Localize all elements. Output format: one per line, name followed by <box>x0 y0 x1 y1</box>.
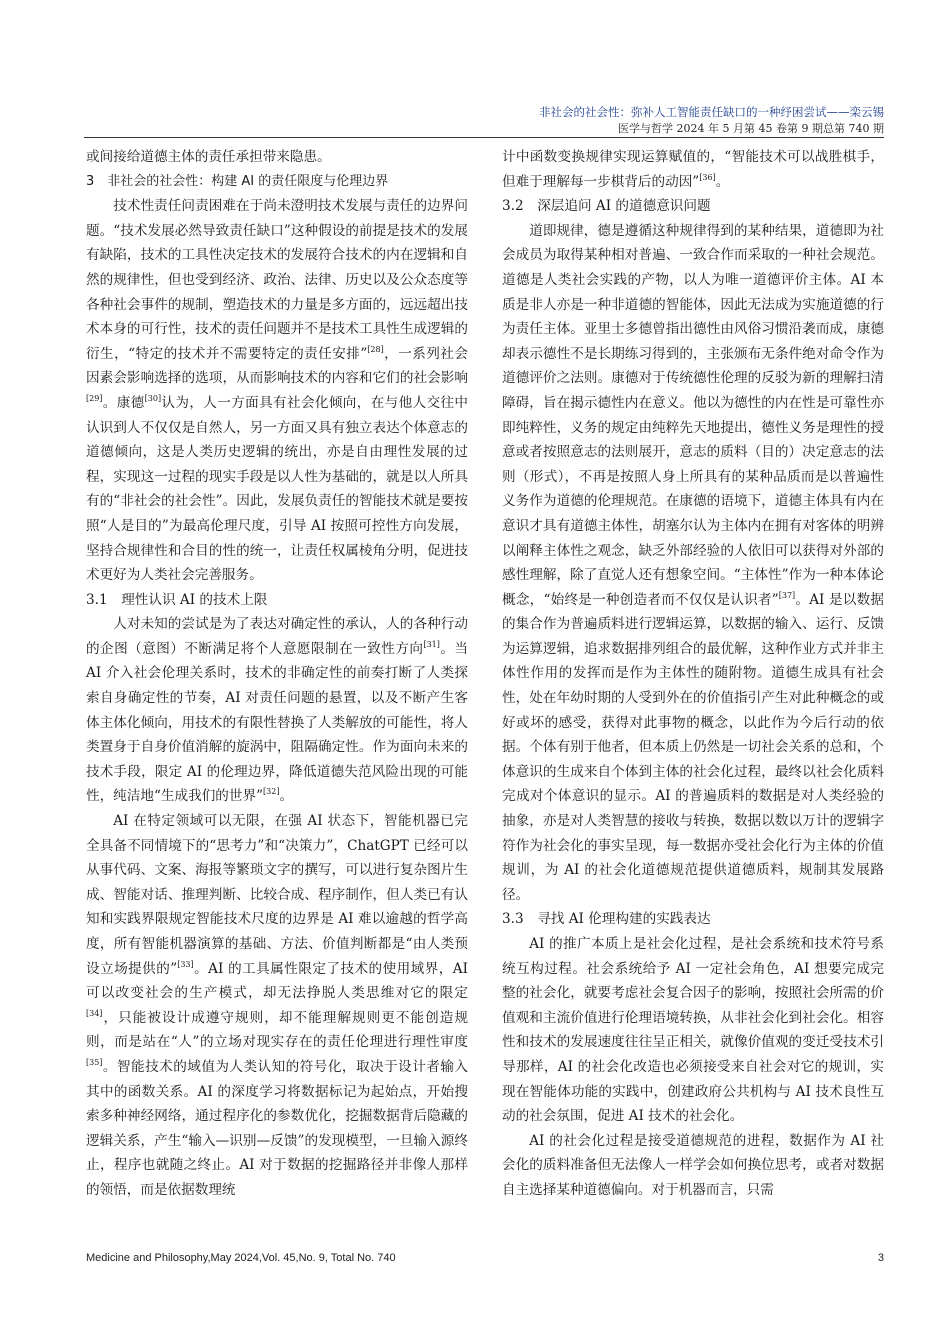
citation: [30] <box>144 393 162 403</box>
section-heading: 3 非社会的社会性：构建 AI 的责任限度与伦理边界 <box>86 173 389 189</box>
citation: [28] <box>367 344 384 354</box>
paragraph: 计中函数变换规律实现运算赋值的，“智能技术可以战胜棋手，但难于理解每一步棋背后的动因”[36]。 <box>502 149 884 190</box>
paragraph: 人对未知的尝试是为了表达对确定性的承认，人的各种行动的企图（意图）不断满足将个人意愿限制在一致性方向[31]。当 AI 介入社会伦理关系时，技术的非确定性的前奏打断了人类探索自身确定性的节奏，AI 对责任问题的悬置，以及不断产生客体主体化倾向，用技术的有限性替换了人类解放的可能性，将人类置身于自身价值消解的旋涡中，阻隔确定性。作为面向未来的技术手段，限定 AI 的伦理边界，降低道德失范风险出现的可能性，纯洁地“生成我们的世界”[32]。 <box>86 616 469 805</box>
citation: [32] <box>263 787 280 797</box>
paragraph: AI 的社会化过程是接受道德规范的进程，数据作为 AI 社会化的质料准备但无法像人一样学会如何换位思考，或者对数据自主选择某种道德偏向。对于机器而言，只需 <box>502 1132 884 1198</box>
citation: [36] <box>699 172 716 182</box>
running-header-title: 非社会的社会性：弥补人工智能责任缺口的一种纾困尝试——栾云锡 <box>539 105 884 119</box>
footer-journal: Medicine and Philosophy,May 2024,Vol. 45,No. 9, Total No. 740 <box>86 1252 396 1264</box>
paragraph: AI 在特定领域可以无限，在强 AI 状态下，智能机器已完全具备不同情境下的“思考力”和“决策力”，ChatGPT 已经可以从事代码、文案、海报等繁琐文字的撰写，可以进行复杂图片生成、智能对话、推理判断、比较合成、程序制作，但人类已有认知和实践界限规定智能技术尺度的边界是 AI 难以逾越的哲学高度，所有智能机器演算的基础、方法、价值判断都是“由人类预设立场提供的”[33]。AI 的工具属性限定了技术的使用域界，AI 可以改变社会的生产模式，却无法挣脱人类思维对它的限定[34]，只能被设计成遵守规则，却不能理解规则更不能创造规则，而是站在“人”的立场对现实存在的责任伦理进行理性审度[35]。智能技术的域值为人类认知的符号化，取决于设计者输入其中的函数关系。AI 的深度学习将数据标记为起始点，开始搜索多种神经网络，通过程序化的参数优化，挖掘数据背后隐藏的逻辑关系，产生“输入—识别—反馈”的发现模型，一旦输入源终止，程序也就随之终止。AI 对于数据的挖掘路径并非像人那样的领悟，而是依据数理统 <box>86 813 468 1198</box>
citation: [33] <box>177 959 194 969</box>
paragraph: 或间接给道德主体的责任承担带来隐患。 <box>86 149 331 165</box>
subsection-heading: 3.1 理性认识 AI 的技术上限 <box>86 591 268 608</box>
paragraph: 技术性责任问责困难在于尚未澄明技术发展与责任的边界问题。“技术发展必然导致责任缺口”这种假设的前提是技术的发展有缺陷，技术的工具性决定技术的发展符合技术的内在逻辑和自然的规律性，但也受到经济、政治、法律、历史以及公众态度等各种社会事件的规制，塑造技术的力量是多方面的，远远超出技术本身的可行性，技术的责任问题并不是技术工具性生成逻辑的衍生，“特定的技术并不需要特定的责任安排”[28]，一系列社会因素会影响选择的选项，从而影响技术的内容和它们的社会影响[29]。康德[30]认为，人一方面具有社会化倾向，在与他人交往中认识到人不仅仅是自然人，另一方面又具有独立表达个体意志的道德倾向，这是人类历史逻辑的统出，亦是自由理性发展的过程，实现这一过程的现实手段是以人性为基础的，就是以人所具有的“非社会的社会性”。因此，发展负责任的智能技术就是要按照“人是目的”为最高伦理尺度，引导 AI 按照可控性方向发展，坚持合规律性和合目的性的统一，让责任权属棱角分明，促进技术更好为人类社会完善服务。 <box>86 198 469 584</box>
citation: [37] <box>778 590 796 600</box>
citation: [31] <box>423 639 440 649</box>
subsection-heading: 3.2 深层追问 AI 的道德意识问题 <box>502 198 711 215</box>
left-column <box>86 145 468 1203</box>
paragraph: AI 的推广本质上是社会化过程，是社会系统和技术符号系统互构过程。社会系统给予 AI 一定社会角色，AI 想要完成完整的社会化，就要考虑社会复合因子的影响，按照社会所需的价值观和主流价值进行伦理语境转换，从非社会化到社会化。相容性和技术的发展速度往往呈正相关，就像价值观的变迁受技术引导那样，AI 的社会化改造也必须接受来自社会对它的规训，实现在智能体功能的实践中，创建政府公共机构与 AI 技术良性互动的社会氛围，促进 AI 技术的社会化。 <box>502 936 884 1125</box>
citation: [34] <box>86 1008 103 1018</box>
right-column <box>502 145 884 1203</box>
running-header-journal: 医学与哲学 2024 年 5 月第 45 卷第 9 期总第 740 期 <box>618 122 884 135</box>
paragraph: 道即规律，德是遵循这种规律得到的某种结果，道德即为社会成员为取得某种相对普遍、一致合作而采取的一种社会规范。道德是人类社会实践的产物，以人为唯一道德评价主体。AI 本质是非人亦是一种非道德的智能体，因此无法成为实施道德的行为责任主体。亚里士多德曾指出德性由风俗习惯沿袭而成，康德却表示德性不是长期练习得到的，主张颁布无条件绝对命令作为道德评价之法则。康德对于传统德性伦理的反驳为新的理解扫清障碍，旨在揭示德性内在意义。他以为德性的内在性是可靠性亦即纯粹性，义务的规定由纯粹先天地提出，德性义务是理性的授意或者按照意志的法则展开，意志的质料（目的）决定意志的法则（形式），不再是按照人身上所具有的某种品质而是以普遍性义务作为道德的伦理规范。在康德的语境下，道德主体具有内在意识才具有道德主体性，胡塞尔认为主体内在拥有对客体的明辨以阐释主体性之观念，缺乏外部经验的人依旧可以获得对外部的感性理解，除了直觉人还有想象空间。“主体性”作为一种本体论概念，“始终是一种创造者而不仅仅是认识者”[37]。AI 是以数据的集合作为普遍质料进行逻辑运算，以数据的输入、运行、反馈为运算逻辑，追求数据排列组合的最优解，这种作业方式并非主体性作用的发挥而是作为主体性的随附物。道德生成具有社会性，处在年幼时期的人受到外在的价值指引产生对此种概念的或好或坏的感受，获得对此事物的概念，以此作为今后行动的依据。个体有别于他者，但本质上仍然是一切社会关系的总和，个体意识的生成来自个体到主体的社会化过程，最终以社会化质料完成对个体意识的显示。AI 的普遍质料的数据是对人类经验的抽象，亦是对人类智慧的接收与转换，数据以数以万计的逻辑字符作为社会化的事实呈现，每一数据亦受社会化行为主体的价值规训，为 AI 的社会化道德规范提供道德质料，规制其发展路径。 <box>502 222 884 903</box>
header-rule <box>84 137 884 138</box>
page-number: 3 <box>877 1252 884 1264</box>
citation: [35] <box>86 1057 103 1067</box>
citation: [29] <box>86 393 103 403</box>
subsection-heading: 3.3 寻找 AI 伦理构建的实践表达 <box>502 911 711 928</box>
